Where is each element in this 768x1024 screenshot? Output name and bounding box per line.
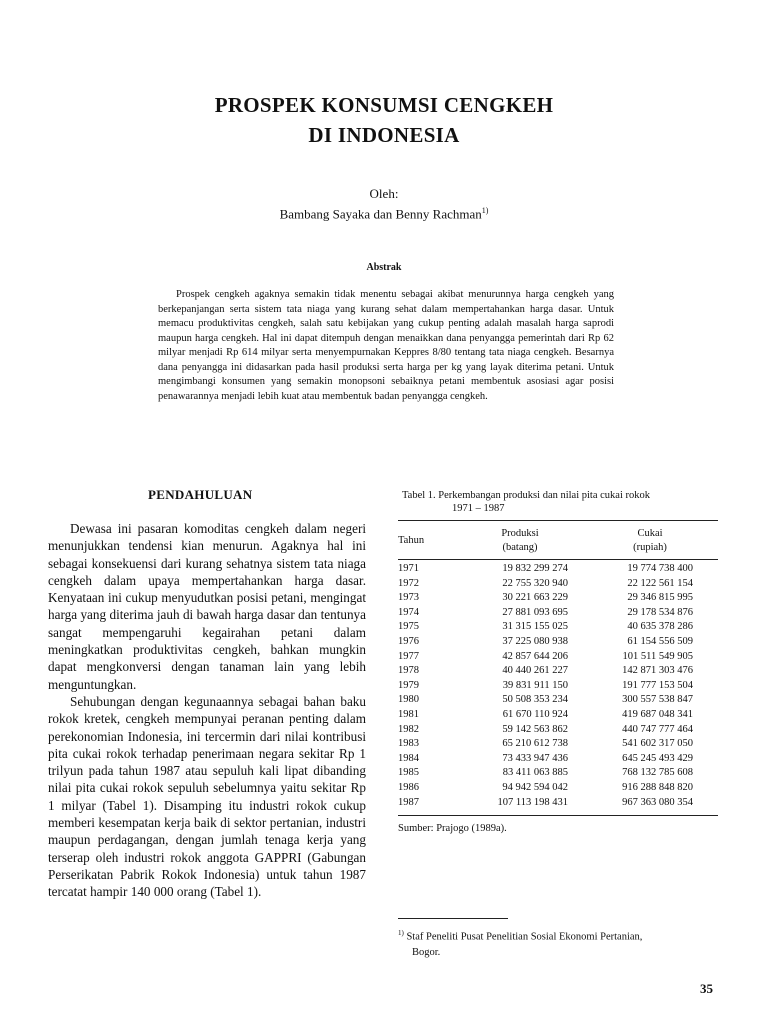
cell-produksi: 65 210 612 738 [502, 738, 568, 750]
cell-year: 1987 [398, 796, 419, 808]
cell-year: 1971 [398, 563, 419, 574]
cell-year: 1983 [398, 738, 419, 750]
cell-cukai: 29 178 534 876 [627, 606, 693, 618]
table-header-cukai [600, 527, 700, 555]
cell-cukai: 916 288 848 820 [622, 782, 693, 793]
cell-year: 1982 [398, 723, 419, 735]
cell-produksi: 27 881 093 695 [502, 606, 568, 618]
abstract-text: Prospek cengkeh agaknya semakin tidak menentu sebagai akibat menurunnya harga cengkeh yang berkepanjangan serta sistem tata niaga yang kurang sehat dalam mempertahankan harga dasar. Untuk memacu produktivitas cengkeh, salah satu kebijakan yang cukup penting adalah masalah harga saprodi maupun harga cengkeh. Hal ini dapat ditempuh dengan menaikkan dana penyangga pemerintah dari Rp 62 milyar menjadi Rp 614 milyar serta menyempurnakan Keppres 8/80 tentang tata niaga cengkeh. Besarnya dana penyangga ini didasarkan pada hasil produksi serta harga per kg yang layak diterima petani. Untuk mengimbangi konsumen yang semakin monopsoni sebaiknya petani membentuk asosiasi agar posisi penawarannya menjadi lebih kuat atau membentuk badan penyangga cengkeh. [158, 289, 614, 402]
cell-produksi: 37 225 080 938 [502, 636, 568, 647]
body-paragraph-1: Dewasa ini pasaran komoditas cengkeh dalam negeri menunjukkan tendensi kian menurun. Agaknya hal ini sebagai konsekuensi dari kurang sehatnya sistem tata niaga cengkeh dalam upaya mempertahankan harga dasar. Kenyataan ini cukup menyudutkan posisi petani, mengingat harga yang diterima jauh di bawah harga dasar dan tentunya sangat mempengaruhi kegairahan petani dalam meningkatkan produktivitas cengkeh, bahkan mungkin dapat mengkonversi dengan tanaman lain yang lebih menguntungkan. [48, 521, 366, 692]
cell-cukai: 300 557 538 847 [622, 694, 693, 706]
table-header-year: Tahun [398, 535, 425, 546]
cell-produksi: 107 113 198 431 [497, 796, 568, 808]
cell-cukai: 101 511 549 905 [622, 650, 693, 662]
cell-cukai: 541 602 317 050 [622, 738, 693, 750]
cell-cukai: 61 154 556 509 [627, 636, 693, 647]
cell-cukai: 768 132 785 608 [622, 767, 693, 779]
cell-cukai: 440 747 777 464 [622, 723, 693, 735]
cell-cukai: 419 687 048 341 [622, 709, 693, 720]
cell-cukai: 40 635 378 286 [627, 621, 693, 633]
author-footnote-mark: 1) [481, 206, 489, 215]
cell-cukai: 142 871 303 476 [622, 665, 693, 677]
table-row [398, 563, 718, 578]
cell-cukai: 19 774 738 400 [627, 563, 693, 574]
table-row [398, 782, 718, 797]
cell-cukai: 645 245 493 429 [622, 752, 693, 764]
table-header-rule [398, 559, 718, 560]
table-header-produksi-unit: (batang) [502, 542, 538, 553]
table-header-produksi-label: Produksi [501, 528, 539, 539]
cell-produksi: 22 755 320 940 [502, 577, 568, 589]
table-row [398, 709, 718, 724]
table-row [398, 607, 718, 622]
cell-cukai: 191 777 153 504 [622, 679, 693, 691]
cell-year: 1981 [398, 709, 419, 720]
cell-cukai: 22 122 561 154 [627, 577, 693, 589]
table-top-rule [398, 520, 718, 521]
section-heading: PENDAHULUAN [148, 487, 253, 502]
title-line-2: DI INDONESIA [308, 123, 460, 147]
cell-year: 1979 [398, 679, 419, 691]
cell-produksi: 30 221 663 229 [502, 592, 568, 604]
footnote-line-1: Staf Peneliti Pusat Penelitian Sosial Ekonomi Pertanian, [406, 931, 643, 943]
cell-produksi: 39 831 911 150 [502, 679, 568, 691]
table-row [398, 665, 718, 680]
body-text [48, 520, 366, 901]
authors [0, 206, 768, 222]
table-bottom-rule [398, 815, 718, 816]
cell-year: 1980 [398, 694, 419, 706]
body-paragraph-2: Sehubungan dengan kegunaannya sebagai bahan baku rokok kretek, cengkeh mempunyai peranan penting dalam perekonomian Indonesia, ini tercermin dari nilai kontribusi pita cukai rokok terhadap penerimaan negara sekitar Rp 1 trilyun pada tahun 1987 atau sepuluh kali lipat dibanding nilai pita cukai rokok sepuluh sebelumnya yaitu sekitar Rp 1 milyar (Tabel 1). Disamping itu industri rokok cukup memberi kesempatan kerja baik di sektor pertanian, industri maupun perdagangan, dengan jumlah tenaga kerja yang terserap oleh industri rokok anggota GAPPRI (Gabungan Perserikatan Pabrik Rokok Indonesia) untuk tahun 1987 tercatat hampir 140 000 orang (Tabel 1). [48, 693, 366, 900]
byline-label: Oleh: [369, 186, 399, 201]
table-header-cukai-label: Cukai [637, 528, 663, 539]
page-number: 35 [700, 981, 713, 996]
footnote-rule [398, 918, 508, 919]
cell-year: 1986 [398, 782, 419, 793]
cell-year: 1974 [398, 606, 419, 618]
table-row [398, 753, 718, 768]
cell-year: 1984 [398, 752, 419, 764]
footnote [398, 926, 720, 960]
cell-produksi: 73 433 947 436 [502, 752, 568, 764]
cell-year: 1977 [398, 650, 419, 662]
cell-produksi: 50 508 353 234 [502, 694, 568, 706]
cell-cukai: 967 363 080 354 [622, 796, 693, 808]
cell-produksi: 61 670 110 924 [502, 709, 568, 720]
cell-produksi: 40 440 261 227 [502, 665, 568, 677]
table-row [398, 621, 718, 636]
cell-year: 1972 [398, 577, 419, 589]
title-line-1: PROSPEK KONSUMSI CENGKEH [214, 93, 554, 117]
table-row [398, 694, 718, 709]
table-header-cukai-unit: (rupiah) [633, 542, 667, 553]
author-names: Bambang Sayaka dan Benny Rachman [279, 206, 482, 222]
abstract-heading: Abstrak [366, 262, 402, 273]
table-row [398, 680, 718, 695]
paper-title [0, 90, 768, 150]
table-row [398, 592, 718, 607]
cell-produksi: 19 832 299 274 [502, 563, 568, 574]
cell-cukai: 29 346 815 995 [627, 592, 693, 604]
table-caption-line-1: Tabel 1. Perkembangan produksi dan nilai pita cukai rokok [402, 490, 650, 501]
table-row [398, 724, 718, 739]
table-row [398, 636, 718, 651]
table-row [398, 651, 718, 666]
table-source: Sumber: Prajogo (1989a). [398, 823, 507, 834]
table-header-produksi [470, 527, 570, 555]
cell-produksi: 31 315 155 025 [502, 621, 568, 633]
table-row [398, 578, 718, 593]
footnote-line-2: Bogor. [412, 946, 441, 958]
cell-year: 1985 [398, 767, 419, 779]
table-row [398, 797, 718, 812]
table-row [398, 767, 718, 782]
footnote-mark: 1) [398, 929, 404, 937]
cell-produksi: 42 857 644 206 [502, 650, 568, 662]
table-row [398, 738, 718, 753]
table-caption [402, 489, 732, 515]
cell-produksi: 59 142 563 862 [502, 723, 568, 735]
cell-year: 1978 [398, 665, 419, 677]
table-caption-line-2: 1971 – 1987 [452, 503, 505, 514]
cell-produksi: 83 411 063 885 [502, 767, 568, 779]
cell-year: 1976 [398, 636, 419, 647]
cell-year: 1973 [398, 592, 419, 604]
cell-year: 1975 [398, 621, 419, 633]
cell-produksi: 94 942 594 042 [502, 782, 568, 793]
